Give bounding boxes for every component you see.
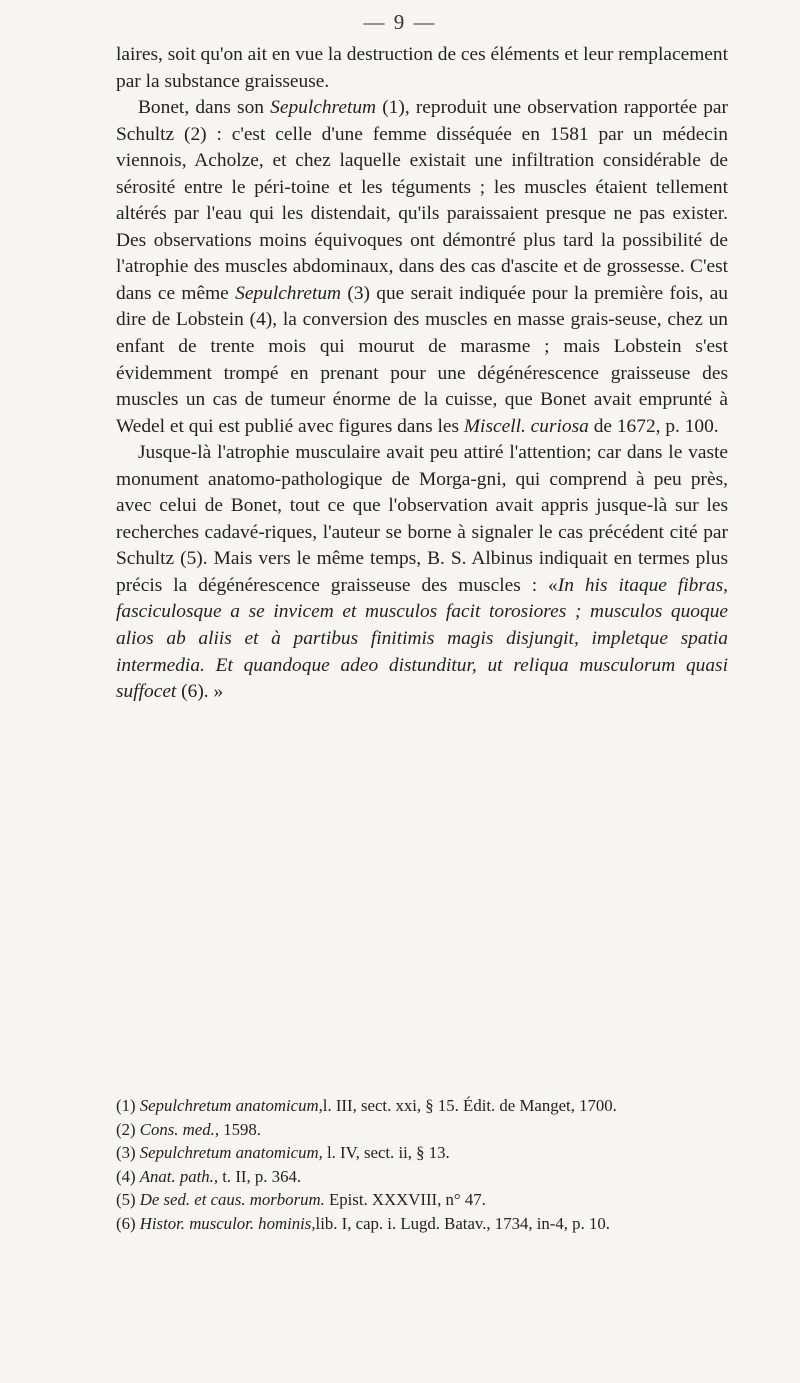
footnote-number: (5) bbox=[116, 1190, 140, 1210]
footnote-title: Anat. path., bbox=[139, 1166, 219, 1186]
footnote-3 bbox=[116, 1141, 728, 1165]
footnote-title: Histor. musculor. hominis, bbox=[139, 1213, 316, 1233]
body-text bbox=[116, 42, 728, 706]
p2-title-sepulchretum: Sepulchretum bbox=[270, 97, 377, 119]
paragraph-1: laires, soit qu'on ait en vue la destruction de ces éléments et leur remplacement par la substance graisseuse. bbox=[116, 44, 728, 92]
p3-text-a: Jusque-là l'atrophie musculaire avait peu attiré l'attention; car dans le vaste monument anatomo-pathologique de Morga-gni, qui comprend à peu près, avec celui de Bonet, tout ce que l'observation avait appris jusque-là sur les recherches cadavé-riques, l'auteur se borne à signaler le cas précédent cité par Schultz (5). Mais vers le même temps, B. S. Albinus indiquait en termes plus précis la dégénérescence graisseuse des muscles : « bbox=[116, 442, 728, 596]
page-number: — 9 — bbox=[363, 10, 437, 34]
footnote-text: t. II, p. 364. bbox=[218, 1166, 302, 1186]
footnote-2 bbox=[116, 1118, 728, 1142]
p2-title-miscell: Miscell. curiosa bbox=[463, 415, 589, 437]
footnote-6 bbox=[116, 1212, 728, 1236]
paragraph-3 bbox=[116, 440, 728, 705]
p2-text-c: (1), reproduit une observation rapportée par Schultz (2) : c'est celle d'une femme disséquée en 1581 par un médecin viennois, Acholze, et chez laquelle existait une infiltration considérable de sérosité entre le péri-toine et les téguments ; les muscles étaient tellement altérés par l'eau qui les distendait, qu'ils paraissaient presque ne pas exister. Des observations moins équivoques ont démontré plus tard la possibilité de l'atrophie des muscles abdominaux, dans des cas d'ascite et de grossesse. C'est dans ce même bbox=[116, 97, 728, 304]
footnote-text: l. IV, sect. ii, § 13. bbox=[322, 1143, 450, 1163]
footnote-text: Epist. XXXVIII, n° 47. bbox=[324, 1190, 486, 1210]
p2-text-g: de 1672, p. 100. bbox=[588, 415, 719, 437]
footnote-title: Sepulchretum anatomicum, bbox=[139, 1143, 323, 1163]
footnote-number: (6) bbox=[116, 1213, 140, 1233]
footnote-text: l. III, sect. xxi, § 15. Édit. de Manget, 1700. bbox=[322, 1096, 617, 1115]
footnote-number: (2) bbox=[116, 1119, 140, 1139]
footnote-5 bbox=[116, 1188, 728, 1212]
footnote-number: (4) bbox=[116, 1166, 140, 1186]
footnote-4 bbox=[116, 1165, 728, 1189]
footnote-text: lib. I, cap. i. Lugd. Batav., 1734, in-4, p. 10. bbox=[315, 1213, 610, 1233]
footnote-number: (1) bbox=[116, 1096, 140, 1115]
footnote-number: (3) bbox=[116, 1143, 140, 1163]
p2-text-e: (3) que serait indiquée pour la première fois, au dire de Lobstein (4), la conversion des muscles en masse grais-seuse, chez un enfant de trente mois qui mourut de marasme ; mais Lobstein s'est évidemment trompé en prenant pour une dégénérescence graisseuse des muscles un cas de tumeur énorme de la cuisse, que Bonet avait emprunté à Wedel et qui est publié avec figures dans les bbox=[116, 282, 728, 437]
p2-title-sepulchretum-2: Sepulchretum bbox=[235, 282, 342, 304]
p2-text-a: Bonet, dans son bbox=[138, 97, 271, 119]
footnote-text: 1598. bbox=[219, 1119, 261, 1139]
footnote-1 bbox=[116, 1094, 728, 1118]
p3-text-c: (6). » bbox=[176, 681, 224, 703]
footnote-title: Cons. med., bbox=[139, 1119, 220, 1139]
p3-latin-quote: In his itaque fibras, fasciculosque a se invicem et musculos facit torosiores ; musculos quoque alios ab aliis et à partibus finitimis magis disjungit, impletque spatia intermedia. Et quandoque adeo distunditur, ut reliqua musculorum quasi suffocet bbox=[116, 574, 728, 703]
paragraph-2 bbox=[116, 95, 728, 440]
footnote-title: Sepulchretum anatomicum, bbox=[139, 1096, 323, 1115]
footnotes bbox=[116, 1094, 728, 1236]
footnote-title: De sed. et caus. morborum. bbox=[139, 1190, 325, 1210]
